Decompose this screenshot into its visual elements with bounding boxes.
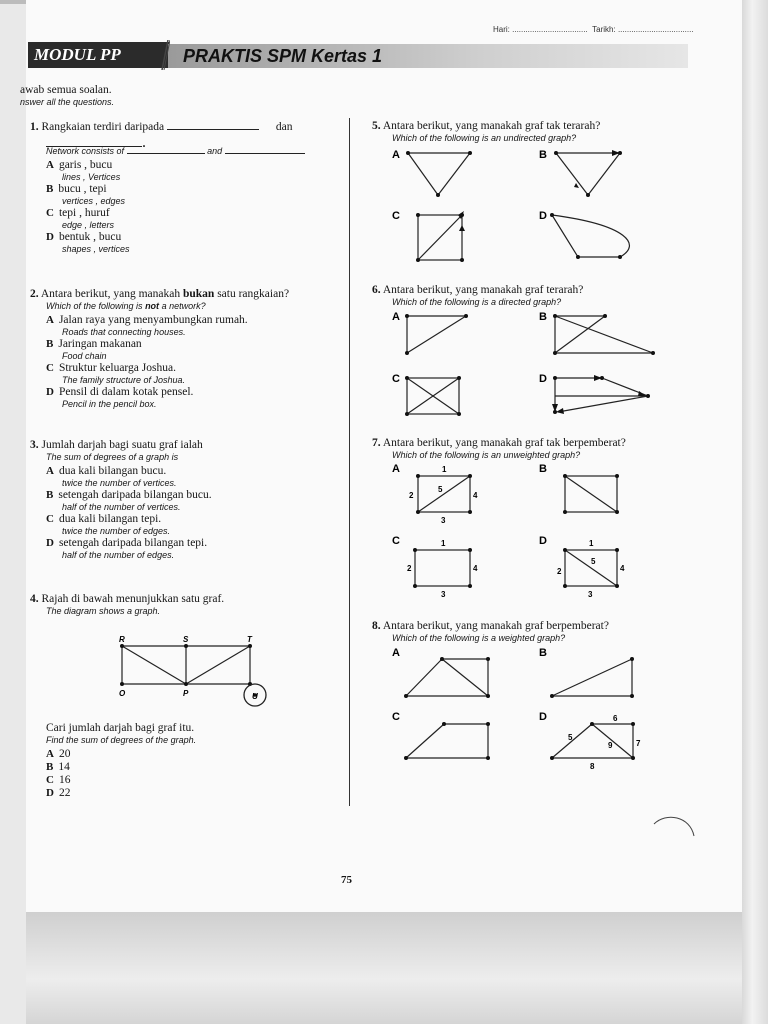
option-b[interactable] bbox=[46, 183, 342, 207]
vertex-label-r: R bbox=[119, 635, 125, 644]
option-text: bucu , tepi bbox=[58, 183, 107, 195]
option-letter: B bbox=[46, 183, 54, 195]
option-c[interactable] bbox=[46, 513, 348, 537]
option-a[interactable] bbox=[46, 465, 348, 489]
option-list bbox=[46, 748, 346, 800]
option-letter-b: B bbox=[539, 647, 547, 659]
option-b[interactable] bbox=[46, 761, 346, 774]
question-translation-and: and bbox=[207, 146, 223, 156]
module-banner bbox=[28, 40, 688, 70]
option-letter-d: D bbox=[539, 373, 547, 385]
question-translation-emphasis: not bbox=[145, 301, 160, 311]
page-title: PRAKTIS SPM Kertas 1 bbox=[183, 46, 383, 66]
weight-label: 2 bbox=[407, 564, 412, 573]
option-text: Jaringan makanan bbox=[58, 338, 142, 350]
weight-label: 6 bbox=[613, 714, 618, 723]
option-translation: edge , letters bbox=[62, 220, 115, 230]
question-translation: The sum of degrees of a graph is bbox=[46, 452, 179, 462]
option-text: 20 bbox=[58, 748, 71, 760]
question-3 bbox=[30, 439, 348, 561]
option-text: Pensil di dalam kotak pensel. bbox=[58, 386, 194, 398]
option-translation: Roads that connecting houses. bbox=[62, 327, 186, 337]
question-translation: The diagram shows a graph. bbox=[46, 606, 161, 616]
option-d[interactable] bbox=[46, 231, 342, 255]
option-c[interactable] bbox=[46, 362, 348, 386]
instructions-en: nswer all the questions. bbox=[20, 97, 115, 107]
question-number: 8. bbox=[372, 620, 381, 632]
answer-blank bbox=[225, 153, 305, 154]
option-translation: half of the number of edges. bbox=[62, 550, 175, 560]
option-letter-a: A bbox=[392, 463, 400, 475]
question-text: Antara berikut, yang manakah graf terarah? bbox=[382, 284, 584, 296]
option-letter: A bbox=[46, 748, 54, 760]
page-number: 75 bbox=[341, 874, 352, 886]
weight-label: 5 bbox=[591, 557, 596, 566]
question-text: Antara berikut, yang manakah graf tak terarah? bbox=[382, 120, 601, 132]
option-letter: D bbox=[46, 231, 54, 243]
option-letter-d: D bbox=[539, 535, 547, 547]
question-translation: Which of the following is a directed graph? bbox=[392, 297, 562, 307]
question-translation: Which of the following is bbox=[46, 301, 143, 311]
option-translation: twice the number of vertices. bbox=[62, 478, 177, 488]
question-translation: Find the sum of degrees of the graph. bbox=[46, 735, 197, 745]
question-4 bbox=[30, 593, 348, 617]
question-translation-end: a network? bbox=[161, 301, 206, 311]
option-letter-d: D bbox=[539, 711, 547, 723]
option-text: 16 bbox=[58, 774, 71, 786]
date-fields: Hari: .................................. Tarikh: .................................. bbox=[493, 25, 694, 34]
question-text: Cari jumlah darjah bagi graf itu. bbox=[46, 722, 195, 734]
weight-label: 5 bbox=[438, 485, 443, 494]
option-d[interactable] bbox=[46, 787, 346, 800]
option-text: tepi , huruf bbox=[58, 207, 110, 219]
question-4-ask bbox=[46, 722, 346, 800]
option-letter-a: A bbox=[392, 311, 400, 323]
option-translation: vertices , edges bbox=[62, 196, 126, 206]
q8-graph-options bbox=[380, 644, 680, 774]
option-letter: C bbox=[46, 513, 54, 525]
weight-label: 1 bbox=[589, 539, 594, 548]
option-translation: lines , Vertices bbox=[62, 172, 121, 182]
option-letter-c: C bbox=[392, 711, 400, 723]
option-translation: twice the number of edges. bbox=[62, 526, 171, 536]
weight-label: 4 bbox=[473, 564, 478, 573]
q5-graph-options bbox=[380, 145, 680, 270]
option-letter-b: B bbox=[539, 463, 547, 475]
option-c[interactable] bbox=[46, 774, 346, 787]
question-text: Antara berikut, yang manakah graf berpemberat? bbox=[382, 620, 609, 632]
question-translation: Which of the following is an unweighted graph? bbox=[392, 450, 581, 460]
option-letter-d: D bbox=[539, 210, 547, 222]
option-letter: C bbox=[46, 207, 54, 219]
question-text: Antara berikut, yang manakah graf tak berpemberat? bbox=[382, 437, 626, 449]
question-number: 5. bbox=[372, 120, 381, 132]
question-text: Antara berikut, yang manakah bbox=[40, 288, 181, 300]
question-number: 3. bbox=[30, 439, 39, 451]
option-a[interactable] bbox=[46, 314, 348, 338]
option-letter: B bbox=[46, 338, 54, 350]
question-2 bbox=[30, 288, 348, 410]
vertex-label-o: O bbox=[119, 689, 126, 698]
option-letter-b: B bbox=[539, 311, 547, 323]
q7-graph-options bbox=[380, 460, 680, 600]
option-letter: A bbox=[46, 159, 54, 171]
banner-slash-icon bbox=[160, 40, 170, 70]
question-translation: Which of the following is a weighted graph? bbox=[392, 633, 566, 643]
question-text-emphasis: bukan bbox=[182, 288, 215, 300]
option-d[interactable] bbox=[46, 386, 348, 410]
option-a[interactable] bbox=[46, 748, 346, 761]
option-text: Jalan raya yang menyambungkan rumah. bbox=[58, 314, 248, 326]
option-letter: B bbox=[46, 761, 54, 773]
option-letter: D bbox=[46, 386, 54, 398]
weight-label: 8 bbox=[590, 762, 595, 771]
option-translation: Food chain bbox=[62, 351, 107, 361]
weight-label: 2 bbox=[557, 567, 562, 576]
weight-label: 2 bbox=[409, 491, 414, 500]
option-letter-c: C bbox=[392, 373, 400, 385]
vertex-label-s: S bbox=[183, 635, 189, 644]
question-6 bbox=[372, 284, 712, 308]
option-text: setengah daripada bilangan tepi. bbox=[58, 537, 208, 549]
option-letter-c: C bbox=[392, 535, 400, 547]
page-underside bbox=[26, 912, 768, 1024]
weight-label: 3 bbox=[441, 590, 446, 599]
option-text: dua kali bilangan bucu. bbox=[58, 465, 167, 477]
q4-graph-diagram bbox=[110, 632, 290, 712]
option-letter-c: C bbox=[392, 210, 400, 222]
option-text: 22 bbox=[58, 787, 71, 799]
option-b[interactable] bbox=[46, 489, 348, 513]
option-letter: D bbox=[46, 537, 54, 549]
option-list bbox=[46, 465, 348, 561]
option-letter-b: B bbox=[539, 149, 547, 161]
option-text: Struktur keluarga Joshua. bbox=[58, 362, 176, 374]
option-text: setengah daripada bilangan bucu. bbox=[58, 489, 212, 501]
pencil-mark bbox=[650, 808, 700, 848]
option-list bbox=[46, 159, 342, 255]
question-number: 1. bbox=[30, 121, 39, 133]
question-translation: Network consists of bbox=[46, 146, 125, 156]
question-number: 6. bbox=[372, 284, 381, 296]
option-letter-a: A bbox=[392, 149, 400, 161]
question-number: 7. bbox=[372, 437, 381, 449]
instructions bbox=[20, 84, 114, 108]
option-text: dua kali bilangan tepi. bbox=[58, 513, 162, 525]
question-text: Rajah di bawah menunjukkan satu graf. bbox=[41, 593, 225, 605]
modul-label: MODUL PP bbox=[28, 42, 169, 68]
question-5 bbox=[372, 120, 712, 144]
option-letter: C bbox=[46, 362, 54, 374]
option-list bbox=[46, 314, 348, 410]
tarikh-label: Tarikh: bbox=[592, 25, 616, 34]
option-translation: shapes , vertices bbox=[62, 244, 130, 254]
weight-label: 4 bbox=[473, 491, 478, 500]
option-text: bentuk , bucu bbox=[58, 231, 122, 243]
q6-graph-options bbox=[380, 308, 680, 420]
option-translation: Pencil in the pencil box. bbox=[62, 399, 157, 409]
column-divider bbox=[349, 118, 350, 806]
option-letter: A bbox=[46, 465, 54, 477]
question-number: 2. bbox=[30, 288, 39, 300]
option-d[interactable] bbox=[46, 537, 348, 561]
vertex-label-u: U bbox=[252, 692, 258, 701]
question-8 bbox=[372, 620, 712, 644]
question-text: Jumlah darjah bagi suatu graf ialah bbox=[41, 439, 203, 451]
weight-label: 7 bbox=[636, 739, 641, 748]
page-edge bbox=[742, 0, 768, 1024]
option-letter: C bbox=[46, 774, 54, 786]
question-1: 1. Rangkaian terdiri daripada dan . Network consists of and A garis , bucu lines , Vertices B bucu , tepi vertices , edges C tepi , huruf edge , letters D bentuk , bucu shapes , vertices bbox=[30, 121, 342, 255]
hari-label: Hari: bbox=[493, 25, 510, 34]
option-letter: B bbox=[46, 489, 54, 501]
option-translation: The family structure of Joshua. bbox=[62, 375, 186, 385]
weight-label: 9 bbox=[608, 741, 613, 750]
weight-label: 1 bbox=[442, 465, 447, 474]
weight-label: 3 bbox=[588, 590, 593, 599]
weight-label: 1 bbox=[441, 539, 446, 548]
answer-blank bbox=[167, 129, 259, 130]
option-letter-a: A bbox=[392, 647, 400, 659]
question-translation: Which of the following is an undirected graph? bbox=[392, 133, 577, 143]
vertex-label-t: T bbox=[247, 635, 252, 644]
question-text: Rangkaian terdiri daripada bbox=[41, 121, 165, 133]
question-number: 4. bbox=[30, 593, 39, 605]
answer-blank bbox=[127, 153, 205, 154]
option-text: garis , bucu bbox=[58, 159, 113, 171]
weight-label: 5 bbox=[568, 733, 573, 742]
question-7 bbox=[372, 437, 712, 461]
question-text-end: satu rangkaian? bbox=[217, 288, 290, 300]
weight-label: 4 bbox=[620, 564, 625, 573]
vertex-label-p: P bbox=[183, 689, 189, 698]
question-text-and: dan bbox=[275, 121, 293, 133]
option-translation: half of the number of vertices. bbox=[62, 502, 181, 512]
option-letter: A bbox=[46, 314, 54, 326]
weight-label: 3 bbox=[441, 516, 446, 525]
instructions-ms: awab semua soalan. bbox=[20, 84, 112, 96]
option-c[interactable] bbox=[46, 207, 342, 231]
option-b[interactable] bbox=[46, 338, 348, 362]
option-letter: D bbox=[46, 787, 54, 799]
option-text: 14 bbox=[58, 761, 70, 773]
option-a[interactable] bbox=[46, 159, 342, 183]
